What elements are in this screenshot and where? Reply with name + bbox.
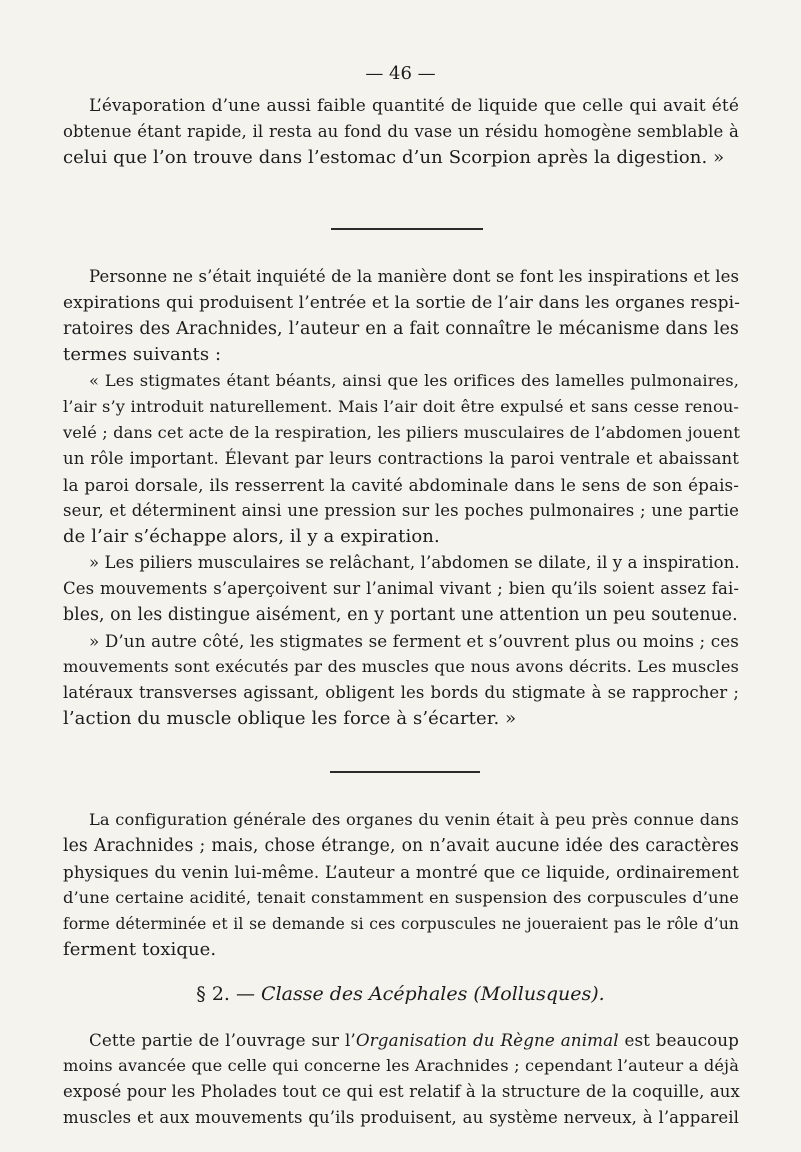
section-divider xyxy=(330,771,480,773)
text-line: » Les piliers musculaires se relâchant, l’abdomen se dilate, il y a inspiration. xyxy=(89,553,740,572)
section-heading-number: § 2. — xyxy=(196,983,262,1005)
text-line: seur, et déterminent ainsi une pression sur les poches pulmonaires ; une partie xyxy=(63,501,739,520)
text-line: un rôle important. Élevant par leurs contractions la paroi ventrale et abaissant xyxy=(63,449,739,468)
text-line: l’air s’y introduit naturellement. Mais l’air doit être expulsé et sans cesse renou- xyxy=(63,397,739,416)
page-number: — 46 — xyxy=(365,63,436,84)
text-line: termes suivants : xyxy=(63,344,222,365)
text-line: velé ; dans cet acte de la respiration, les piliers musculaires de l’abdomen jouent xyxy=(63,423,740,442)
text-line: Personne ne s’était inquiété de la manière dont se font les inspirations et les xyxy=(89,267,740,286)
section-divider xyxy=(331,228,483,230)
text-line: physiques du venin lui-même. L’auteur a montré que ce liquide, ordinairement xyxy=(63,862,739,882)
text-line: ferment toxique. xyxy=(63,939,217,960)
text-line: forme déterminée et il se demande si ces corpuscules ne joueraient pas le rôle d’un xyxy=(63,915,739,933)
text-line: exposé pour les Pholades tout ce qui est relatif à la structure de la coquille, aux xyxy=(63,1082,740,1101)
text-line: » D’un autre côté, les stigmates se ferment et s’ouvrent plus ou moins ; ces xyxy=(89,631,739,651)
text-line: obtenue étant rapide, il resta au fond du vase un résidu homogène semblable à xyxy=(63,122,739,141)
text-line: d’une certaine acidité, tenait constamment en suspension des corpuscules d’une xyxy=(63,888,739,907)
text-line: ratoires des Arachnides, l’auteur en a fait connaître le mécanisme dans les xyxy=(63,319,739,339)
text-line: latéraux transverses agissant, obligent les bords du stigmate à se rapprocher ; xyxy=(63,683,739,702)
text-line: Ces mouvements s’aperçoivent sur l’animal vivant ; bien qu’ils soient assez fai- xyxy=(63,579,739,598)
text-line: expirations qui produisent l’entrée et la sortie de l’air dans les organes respi- xyxy=(63,293,740,313)
section-heading xyxy=(0,982,801,1006)
text-line: bles, on les distingue aisément, en y portant une attention un peu soutenue. xyxy=(63,605,738,625)
text-line: L’évaporation d’une aussi faible quantité de liquide que celle qui avait été xyxy=(89,96,739,116)
text-line: celui que l’on trouve dans l’estomac d’un Scorpion après la digestion. » xyxy=(63,147,725,168)
text-line: l’action du muscle oblique les force à s’écarter. » xyxy=(63,708,517,729)
text-span: Cette partie de l’ouvrage sur l’ xyxy=(89,1030,356,1050)
text-line: de l’air s’échappe alors, il y a expiration. xyxy=(63,526,440,547)
text-span: est beaucoup xyxy=(618,1030,739,1050)
text-line xyxy=(89,1028,739,1052)
text-line: La configuration générale des organes du venin était à peu près connue dans xyxy=(89,810,739,829)
text-line: la paroi dorsale, ils resserrent la cavité abdominale dans le sens de son épais- xyxy=(63,475,739,495)
section-heading-title: Classe des Acéphales (Mollusques). xyxy=(261,983,605,1005)
book-title: Organisation du Règne animal xyxy=(355,1030,619,1050)
text-line: « Les stigmates étant béants, ainsi que les orifices des lamelles pulmonaires, xyxy=(89,371,739,390)
text-line: muscles et aux mouvements qu’ils produisent, au système nerveux, à l’appareil xyxy=(63,1108,739,1127)
text-line: moins avancée que celle qui concerne les Arachnides ; cependant l’auteur a déjà xyxy=(63,1056,739,1075)
text-line: les Arachnides ; mais, chose étrange, on n’avait aucune idée des caractères xyxy=(63,836,739,856)
text-line: mouvements sont exécutés par des muscles que nous avons décrits. Les muscles xyxy=(63,657,739,676)
